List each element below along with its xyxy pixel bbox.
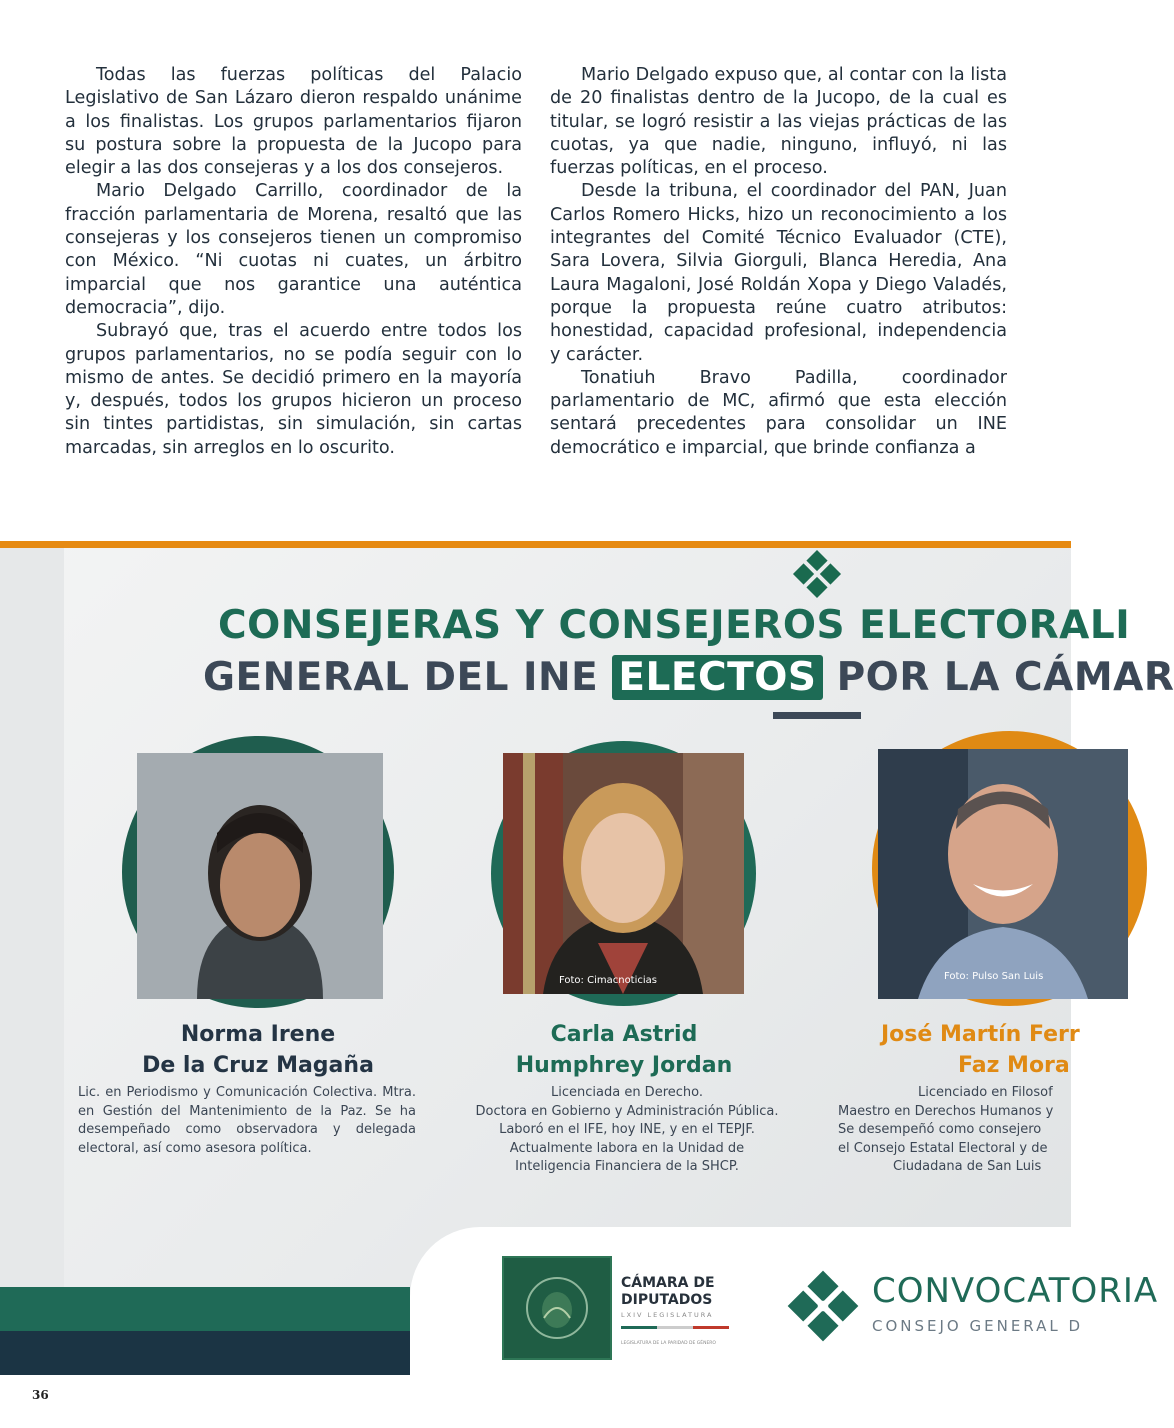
person-description <box>462 1084 792 1177</box>
person-description: Lic. en Periodismo y Comunicación Colectiva. Mtra. en Gestión del Mantenimiento de la Paz. Se ha desempeñado como observadora y delegada electoral, así como asesora política. <box>78 1085 416 1156</box>
article-column-left <box>65 64 522 460</box>
title-highlight: ELECTOS <box>612 655 822 700</box>
footer-band-navy <box>0 1331 410 1375</box>
page-number: 36 <box>32 1388 49 1402</box>
camara-title <box>621 1275 715 1309</box>
description-line: Inteligencia Financiera de la SHCP. <box>515 1159 739 1174</box>
article-paragraph: Subrayó que, tras el acuerdo entre todos los grupos parlamentarios, no se podía seguir con lo mismo de antes. Se decidió primero en la mayoría y, después, todos los grupos hicieron un proceso sin tintes partidistas, sin simulación, sin cartas marcadas, sin arreglos en lo oscurito. <box>65 321 522 458</box>
person-name <box>500 1019 748 1081</box>
portrait-carla-astrid <box>503 753 744 994</box>
description-line: Actualmente labora en la Unidad de <box>509 1140 745 1156</box>
article-paragraph: Mario Delgado Carrillo, coordinador de la fracción parlamentaria de Morena, resaltó que las consejeras y los consejeros tienen un compromiso con México. “Ni cuotas ni cuates, un árbitro imparcial que nos garantice una auténtica democracia”, dijo. <box>65 181 522 318</box>
description-line: Maestro en Derechos Humanos y <box>838 1103 1054 1119</box>
person-name <box>128 1019 388 1081</box>
person-name-line2: Faz Mora <box>958 1053 1070 1078</box>
person-name-line2: De la Cruz Magaña <box>142 1053 374 1078</box>
orange-divider <box>0 541 1071 548</box>
title-underline <box>773 712 861 719</box>
description-line: el Consejo Estatal Electoral y de <box>838 1140 1048 1156</box>
description-line: Laboró en el IFE, hoy INE, y en el TEPJF. <box>499 1122 755 1137</box>
person-name-line1: José Martín Ferr <box>881 1022 1080 1047</box>
convocatoria-title: CONVOCATORIA <box>872 1271 1159 1311</box>
camara-title-line1: CÁMARA DE <box>621 1275 715 1291</box>
title-post: POR LA CÁMAR <box>822 655 1174 700</box>
person-name-line1: Norma Irene <box>180 1022 336 1047</box>
portrait-jose-martin <box>878 749 1128 999</box>
infographic-title-line2 <box>203 655 1174 700</box>
person-name-line2: Humphrey Jordan <box>515 1053 733 1078</box>
footer-band-green <box>0 1287 410 1331</box>
person-name <box>881 1019 1080 1081</box>
article-paragraph: Todas las fuerzas políticas del Palacio Legislativo de San Lázaro dieron respaldo unánime a los finalistas. Los grupos parlamentarios fijaron su postura sobre la propuesta de la Jucopo para elegir a las dos consejeras y a los dos consejeros. <box>65 65 522 179</box>
article-paragraph: Mario Delgado expuso que, al contar con la lista de 20 finalistas dentro de la Jucopo, de la cual es titular, se logró resistir a las viejas prácticas de las cuotas, ya que nadie, ninguno, influyó, ni las fuerzas políticas, en el proceso. <box>550 65 1007 179</box>
article-column-right <box>550 64 1007 460</box>
description-line: Se desempeñó como consejero <box>838 1122 1042 1137</box>
article-paragraph: Tonatiuh Bravo Padilla, coordinador parlamentario de MC, afirmó que esta elección sentará precedentes para consolidar un INE democrático e imparcial, que brinde confianza a <box>550 367 1007 458</box>
flag-bars <box>621 1326 729 1329</box>
convocatoria-subtitle: CONSEJO GENERAL D <box>872 1317 1084 1335</box>
description-line: Doctora en Gobierno y Administración Pública. <box>475 1103 779 1119</box>
ine-logo-icon <box>793 550 841 598</box>
portrait-norma-irene <box>137 753 383 999</box>
description-line: Licenciada en Derecho. <box>551 1085 703 1100</box>
description-line: Ciudadana de San Luis <box>893 1159 1042 1174</box>
ine-infographic <box>0 541 1174 1375</box>
person-name-line1: Carla Astrid <box>550 1022 698 1047</box>
title-pre: GENERAL DEL INE <box>203 655 613 700</box>
camara-tagline: LEGISLATURA DE LA PARIDAD DE GÉNERO <box>621 1341 716 1346</box>
left-margin-stripe <box>0 548 64 1375</box>
article-paragraph: Desde la tribuna, el coordinador del PAN, Juan Carlos Romero Hicks, hizo un reconocimiento a los integrantes del Comité Técnico Evaluador (CTE), Sara Lovera, Silvia Giorguli, Blanca Heredia, Ana Laura Magaloni, José Roldán Xopa y Diego Valadés, porque la propuesta reúne cuatro atributos: honestidad, capacidad profesional, independencia y carácter. <box>550 181 1007 365</box>
convocatoria-logo-icon <box>778 1261 868 1351</box>
photo-credit: Foto: Pulso San Luis <box>944 971 1044 982</box>
camara-legislatura: LXIV LEGISLATURA <box>621 1311 714 1319</box>
camara-title-line2: DIPUTADOS <box>621 1292 713 1308</box>
description-line: Licenciado en Filosof <box>918 1085 1053 1100</box>
camara-seal-icon <box>502 1256 612 1360</box>
infographic-title-line1: CONSEJERAS Y CONSEJEROS ELECTORALI <box>218 603 1131 648</box>
photo-credit: Foto: Cimacnoticias <box>559 975 657 986</box>
person-description <box>838 1084 1078 1177</box>
